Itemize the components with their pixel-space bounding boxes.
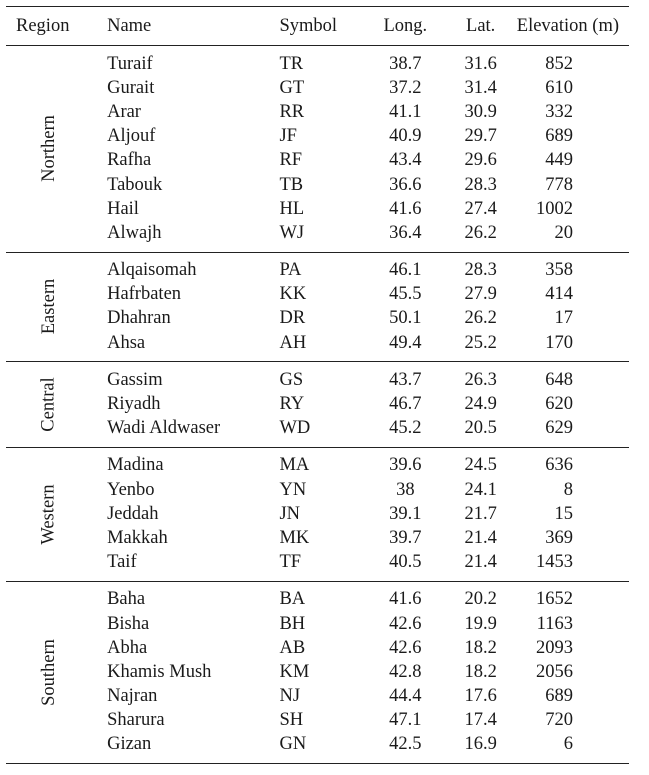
table-row (6, 685, 629, 709)
elevation-cell: 8 (563, 479, 573, 500)
longitude-cell: 37.2 (389, 77, 422, 98)
name-cell: Yenbo (107, 479, 155, 500)
symbol-cell: KK (279, 284, 307, 305)
longitude-cell: 46.1 (389, 260, 422, 281)
name-cell: Bisha (107, 613, 150, 634)
elevation-cell: 1453 (536, 552, 573, 573)
name-cell: Alwajh (107, 222, 162, 243)
region-label: Central (39, 377, 60, 432)
name-cell: Abha (107, 637, 148, 658)
table-header (6, 7, 629, 46)
name-cell: Hafrbaten (107, 284, 182, 305)
name-cell: Madina (107, 455, 164, 476)
latitude-cell: 31.4 (464, 77, 497, 98)
symbol-cell: JF (279, 126, 297, 147)
name-cell: Sharura (107, 710, 165, 731)
header-row (6, 7, 629, 46)
name-cell: Rafha (107, 150, 152, 171)
longitude-cell: 46.7 (389, 394, 422, 415)
elevation-cell: 2093 (536, 637, 573, 658)
elevation-cell: 636 (545, 455, 573, 476)
table-row (6, 100, 629, 124)
name-cell: Dhahran (107, 308, 171, 329)
elevation-cell: 689 (545, 126, 573, 147)
name-cell: Taif (107, 552, 137, 573)
table-row (6, 636, 629, 660)
latitude-cell: 21.4 (464, 552, 497, 573)
elevation-cell: 369 (545, 527, 573, 548)
longitude-cell: 42.6 (389, 637, 422, 658)
table-row (6, 307, 629, 331)
header-lat: Lat. (445, 7, 517, 46)
symbol-cell: GN (279, 734, 307, 755)
region-label: Eastern (39, 279, 60, 335)
region-cell (6, 362, 93, 448)
name-cell: Gurait (107, 77, 155, 98)
latitude-cell: 29.7 (464, 126, 497, 147)
latitude-cell: 30.9 (464, 101, 497, 122)
elevation-cell: 629 (545, 418, 573, 439)
elevation-cell: 778 (545, 174, 573, 195)
table-row (6, 331, 629, 362)
longitude-cell: 50.1 (389, 308, 422, 329)
longitude-cell: 49.4 (389, 332, 422, 353)
longitude-cell: 39.6 (389, 455, 422, 476)
symbol-cell: TB (279, 174, 304, 195)
table-row (6, 612, 629, 636)
symbol-cell: WD (279, 418, 311, 439)
elevation-cell: 1652 (536, 589, 573, 610)
region-label: Northern (39, 115, 60, 183)
latitude-cell: 31.6 (464, 53, 497, 74)
symbol-cell: TR (279, 53, 304, 74)
elevation-cell: 648 (545, 369, 573, 390)
latitude-cell: 18.2 (464, 661, 497, 682)
latitude-cell: 25.2 (464, 332, 497, 353)
name-cell: Wadi Aldwaser (107, 418, 221, 439)
longitude-cell: 36.6 (389, 174, 422, 195)
symbol-cell: BH (279, 613, 306, 634)
symbol-cell: JN (279, 503, 301, 524)
table-row (6, 502, 629, 526)
region-label: Western (39, 484, 60, 545)
symbol-cell: DR (279, 308, 306, 329)
name-cell: Riyadh (107, 394, 161, 415)
symbol-cell: HL (279, 198, 305, 219)
latitude-cell: 20.5 (464, 418, 497, 439)
longitude-cell: 41.6 (389, 589, 422, 610)
region-cell (6, 252, 93, 362)
symbol-cell: YN (279, 479, 307, 500)
region-cell (6, 581, 93, 763)
longitude-cell: 36.4 (389, 222, 422, 243)
name-cell: Alqaisomah (107, 260, 197, 281)
table-row (6, 733, 629, 764)
name-cell: Gizan (107, 734, 152, 755)
elevation-cell: 1002 (536, 198, 573, 219)
name-cell: Turaif (107, 53, 153, 74)
elevation-cell: 20 (554, 222, 573, 243)
longitude-cell: 41.6 (389, 198, 422, 219)
symbol-cell: SH (279, 710, 304, 731)
latitude-cell: 26.2 (464, 222, 497, 243)
header-name: Name (93, 7, 255, 46)
latitude-cell: 26.2 (464, 308, 497, 329)
elevation-cell: 610 (545, 77, 573, 98)
region-label: Southern (39, 639, 60, 706)
longitude-cell: 42.5 (389, 734, 422, 755)
latitude-cell: 27.9 (464, 284, 497, 305)
table-row (6, 197, 629, 221)
longitude-cell: 39.1 (389, 503, 422, 524)
longitude-cell: 38 (396, 479, 415, 500)
name-cell: Jeddah (107, 503, 159, 524)
latitude-cell: 26.3 (464, 369, 497, 390)
table-row (6, 551, 629, 582)
longitude-cell: 47.1 (389, 710, 422, 731)
elevation-cell: 1163 (536, 613, 573, 634)
longitude-cell: 40.9 (389, 126, 422, 147)
header-long: Long. (366, 7, 444, 46)
longitude-cell: 38.7 (389, 53, 422, 74)
elevation-cell: 2056 (536, 661, 573, 682)
symbol-cell: NJ (279, 686, 301, 707)
symbol-cell: MA (279, 455, 310, 476)
longitude-cell: 45.2 (389, 418, 422, 439)
name-cell: Makkah (107, 527, 168, 548)
region-cell (6, 447, 93, 581)
symbol-cell: KM (279, 661, 310, 682)
table-row (6, 221, 629, 252)
latitude-cell: 24.5 (464, 455, 497, 476)
table-row (6, 709, 629, 733)
header-symbol: Symbol (255, 7, 366, 46)
longitude-cell: 39.7 (389, 527, 422, 548)
elevation-cell: 414 (545, 284, 573, 305)
elevation-cell: 332 (545, 101, 573, 122)
table-row (6, 362, 629, 393)
table-row (6, 76, 629, 100)
elevation-cell: 720 (545, 710, 573, 731)
elevation-cell: 358 (545, 260, 573, 281)
header-elevation: Elevation (m) (517, 7, 629, 46)
table-row (6, 283, 629, 307)
symbol-cell: AH (279, 332, 307, 353)
table-row (6, 252, 629, 283)
symbol-cell: MK (279, 527, 310, 548)
table-row (6, 581, 629, 612)
symbol-cell: BA (279, 589, 306, 610)
stations-table (6, 6, 629, 764)
elevation-cell: 620 (545, 394, 573, 415)
name-cell: Arar (107, 101, 141, 122)
latitude-cell: 24.9 (464, 394, 497, 415)
elevation-cell: 6 (563, 734, 573, 755)
header-region: Region (6, 7, 93, 46)
longitude-cell: 44.4 (389, 686, 422, 707)
name-cell: Aljouf (107, 126, 156, 147)
symbol-cell: RY (279, 394, 305, 415)
latitude-cell: 27.4 (464, 198, 497, 219)
elevation-cell: 17 (554, 308, 573, 329)
longitude-cell: 41.1 (389, 101, 422, 122)
name-cell: Baha (107, 589, 146, 610)
elevation-cell: 852 (545, 53, 573, 74)
longitude-cell: 42.6 (389, 613, 422, 634)
symbol-cell: AB (279, 637, 306, 658)
longitude-cell: 45.5 (389, 284, 422, 305)
symbol-cell: PA (279, 260, 302, 281)
name-cell: Gassim (107, 369, 163, 390)
latitude-cell: 17.4 (464, 710, 497, 731)
table-row (6, 478, 629, 502)
table-row (6, 149, 629, 173)
elevation-cell: 15 (554, 503, 573, 524)
longitude-cell: 43.7 (389, 369, 422, 390)
table-row (6, 417, 629, 448)
region-cell (6, 46, 93, 253)
symbol-cell: GT (279, 77, 305, 98)
name-cell: Tabouk (107, 174, 163, 195)
name-cell: Najran (107, 686, 158, 707)
latitude-cell: 20.2 (464, 589, 497, 610)
latitude-cell: 21.4 (464, 527, 497, 548)
table-row (6, 660, 629, 684)
table-row (6, 526, 629, 550)
longitude-cell: 40.5 (389, 552, 422, 573)
latitude-cell: 16.9 (464, 734, 497, 755)
latitude-cell: 17.6 (464, 686, 497, 707)
symbol-cell: RF (279, 150, 303, 171)
table-row (6, 173, 629, 197)
longitude-cell: 42.8 (389, 661, 422, 682)
region-group (6, 447, 629, 581)
name-cell: Khamis Mush (107, 661, 212, 682)
region-group (6, 46, 629, 253)
symbol-cell: GS (279, 369, 304, 390)
name-cell: Ahsa (107, 332, 146, 353)
latitude-cell: 24.1 (464, 479, 497, 500)
table-row (6, 447, 629, 478)
latitude-cell: 29.6 (464, 150, 497, 171)
symbol-cell: WJ (279, 222, 305, 243)
latitude-cell: 28.3 (464, 174, 497, 195)
symbol-cell: TF (279, 552, 302, 573)
name-cell: Hail (107, 198, 139, 219)
elevation-cell: 689 (545, 686, 573, 707)
latitude-cell: 28.3 (464, 260, 497, 281)
elevation-cell: 170 (545, 332, 573, 353)
longitude-cell: 43.4 (389, 150, 422, 171)
elevation-cell: 449 (545, 150, 573, 171)
region-group (6, 581, 629, 763)
latitude-cell: 19.9 (464, 613, 497, 634)
latitude-cell: 18.2 (464, 637, 497, 658)
latitude-cell: 21.7 (464, 503, 497, 524)
region-group (6, 362, 629, 448)
symbol-cell: RR (279, 101, 305, 122)
table-row (6, 392, 629, 416)
table-row (6, 125, 629, 149)
table-row (6, 46, 629, 77)
region-group (6, 252, 629, 362)
